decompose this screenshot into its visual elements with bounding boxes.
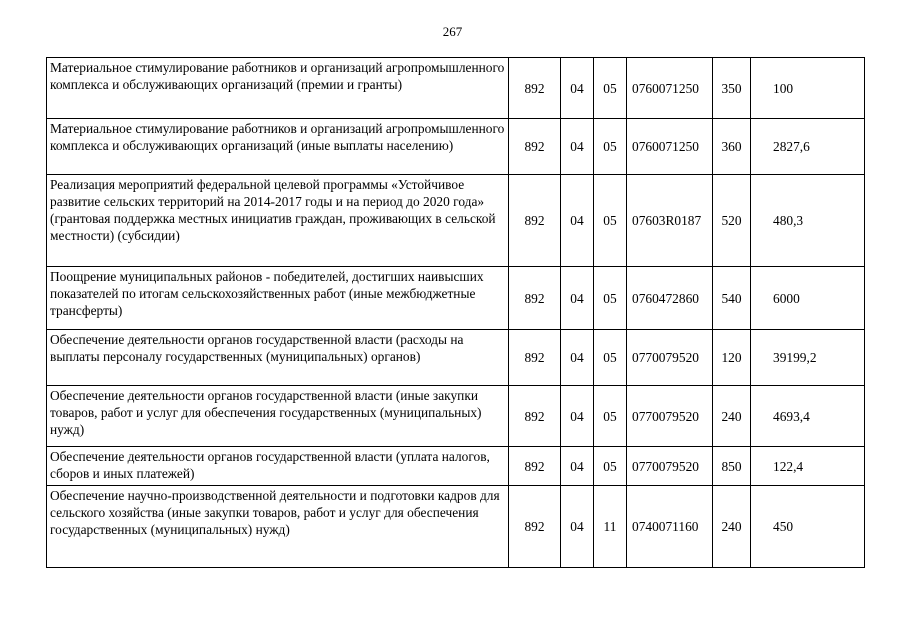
row-description: Поощрение муниципальных районов - победителей, достигших наивысших показателей по итогам сельскохозяйственных работ (иные межбюджетные трансферты) [47,267,509,330]
page-number: 267 [442,24,463,39]
row-ministry-code: 892 [509,486,561,568]
row-target-article: 0770079520 [627,330,713,386]
row-amount: 480,3 [751,175,865,267]
row-target-article: 0770079520 [627,386,713,447]
row-section-code: 04 [561,267,594,330]
row-description: Материальное стимулирование работников и организаций агропромышленного комплекса и обслуживающих организаций (премии и гранты) [47,58,509,119]
table-row [47,386,865,447]
row-amount: 100 [751,58,865,119]
row-description: Реализация мероприятий федеральной целевой программы «Устойчивое развитие сельских территорий на 2014-2017 годы и на период до 2020 года» (грантовая поддержка местных инициатив граждан, проживающих в сельской местности) (субсидии) [47,175,509,267]
row-amount: 2827,6 [751,119,865,175]
row-subsection-code: 11 [594,486,627,568]
row-target-article: 0760472860 [627,267,713,330]
row-amount: 4693,4 [751,386,865,447]
table-row [47,486,865,568]
row-ministry-code: 892 [509,330,561,386]
row-description: Обеспечение деятельности органов государственной власти (расходы на выплаты персоналу государственных (муниципальных) органов) [47,330,509,386]
row-expense-type: 240 [713,486,751,568]
row-section-code: 04 [561,175,594,267]
table-row [47,58,865,119]
budget-table-body [47,58,865,568]
row-target-article: 07603R0187 [627,175,713,267]
row-subsection-code: 05 [594,58,627,119]
row-section-code: 04 [561,119,594,175]
row-description: Обеспечение деятельности органов государственной власти (уплата налогов, сборов и иных платежей) [47,447,509,486]
table-row [47,330,865,386]
row-subsection-code: 05 [594,330,627,386]
table-row [47,447,865,486]
row-target-article: 0760071250 [627,119,713,175]
budget-table [46,57,865,568]
row-subsection-code: 05 [594,386,627,447]
table-row [47,267,865,330]
row-expense-type: 360 [713,119,751,175]
row-target-article: 0770079520 [627,447,713,486]
table-row [47,119,865,175]
row-ministry-code: 892 [509,58,561,119]
row-description: Обеспечение деятельности органов государственной власти (иные закупки товаров, работ и услуг для обеспечения государственных (муниципальных) нужд) [47,386,509,447]
row-subsection-code: 05 [594,119,627,175]
row-amount: 450 [751,486,865,568]
row-expense-type: 240 [713,386,751,447]
row-amount: 122,4 [751,447,865,486]
row-section-code: 04 [561,386,594,447]
row-section-code: 04 [561,58,594,119]
row-expense-type: 520 [713,175,751,267]
row-ministry-code: 892 [509,267,561,330]
row-subsection-code: 05 [594,175,627,267]
row-subsection-code: 05 [594,267,627,330]
table-row [47,175,865,267]
row-expense-type: 350 [713,58,751,119]
row-expense-type: 120 [713,330,751,386]
row-amount: 6000 [751,267,865,330]
row-section-code: 04 [561,486,594,568]
row-ministry-code: 892 [509,175,561,267]
row-expense-type: 850 [713,447,751,486]
row-section-code: 04 [561,447,594,486]
row-ministry-code: 892 [509,447,561,486]
row-subsection-code: 05 [594,447,627,486]
row-ministry-code: 892 [509,119,561,175]
row-expense-type: 540 [713,267,751,330]
row-description: Материальное стимулирование работников и организаций агропромышленного комплекса и обслуживающих организаций (иные выплаты населению) [47,119,509,175]
row-amount: 39199,2 [751,330,865,386]
row-target-article: 0740071160 [627,486,713,568]
row-ministry-code: 892 [509,386,561,447]
row-description: Обеспечение научно-производственной деятельности и подготовки кадров для сельского хозяйства (иные закупки товаров, работ и услуг для обеспечения государственных (муниципальных) нужд) [47,486,509,568]
row-section-code: 04 [561,330,594,386]
row-target-article: 0760071250 [627,58,713,119]
